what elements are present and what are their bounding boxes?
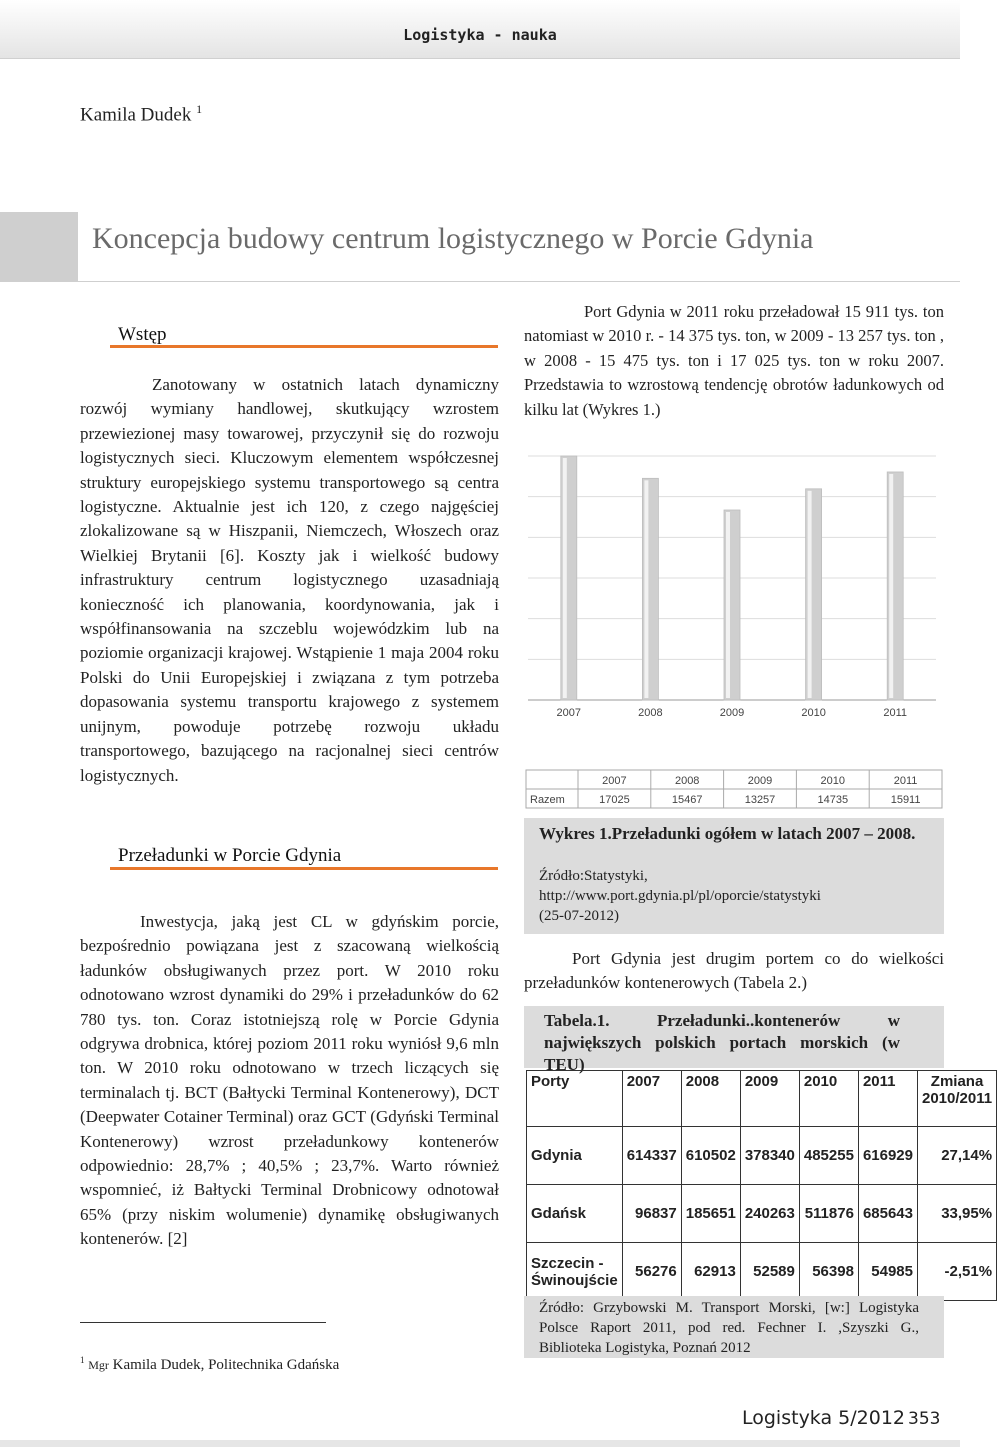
table-cell: 56276 [622, 1243, 681, 1301]
header-bar [0, 0, 960, 59]
running-header: Logistyka - nauka [403, 26, 557, 44]
chart-table-header-cell: 2010 [820, 775, 846, 787]
bar-chart [524, 438, 944, 812]
table-cell: 96837 [622, 1185, 681, 1243]
table-cell: 33,95% [918, 1185, 997, 1243]
section-rule-transshipments [110, 867, 498, 870]
intro-paragraph [80, 373, 499, 788]
chart-x-tick-label: 2010 [801, 707, 826, 719]
chart-bar-highlight [808, 491, 812, 698]
author-footnote-ref: 1 [196, 102, 203, 116]
chart-bar-highlight [889, 474, 893, 698]
right-mid-text: Port Gdynia jest drugim portem co do wielkości przeładunków kontenerowych (Tabela 2.) [524, 949, 944, 993]
page-number: 353 [908, 1409, 941, 1429]
table-caption-box [524, 1006, 944, 1074]
table-cell: 485255 [799, 1127, 858, 1185]
table-cell: -2,51% [918, 1243, 997, 1301]
table-cell: 685643 [858, 1185, 917, 1243]
journal-name: Logistyka 5/2012 [742, 1407, 906, 1429]
table-cell: 610502 [681, 1127, 740, 1185]
table-header-cell: 2007 [622, 1071, 681, 1127]
table-header-cell: 2010 [799, 1071, 858, 1127]
table-header-cell: Porty [527, 1071, 623, 1127]
chart-table-header-cell: 2009 [747, 775, 773, 787]
table-row [527, 1127, 997, 1185]
chart-table-value-cell: 14735 [817, 794, 849, 806]
table-header-cell: 2009 [740, 1071, 799, 1127]
title-accent-box [0, 212, 78, 282]
transshipments-paragraph [80, 910, 499, 1252]
table-cell: 54985 [858, 1243, 917, 1301]
chart-x-tick-label: 2011 [883, 707, 908, 719]
footnote-text: Kamila Dudek, Politechnika Gdańska [112, 1357, 340, 1373]
chart-table-header-cell: 2008 [674, 775, 700, 787]
right-intro-paragraph [524, 300, 944, 422]
section-heading-transshipments: Przeładunki w Porcie Gdynia [118, 845, 342, 866]
footnote-title: Mgr [88, 1358, 109, 1372]
chart-container [524, 438, 944, 812]
table-row [527, 1243, 997, 1301]
chart-caption-box [524, 818, 944, 934]
chart-x-tick-label: 2009 [719, 707, 745, 719]
chart-table-value-cell: 15467 [671, 794, 703, 806]
title-underline [78, 281, 960, 282]
table-cell: 240263 [740, 1185, 799, 1243]
chart-table-value-cell: 15911 [890, 794, 921, 806]
table-cell: 62913 [681, 1243, 740, 1301]
intro-text: Zanotowany w ostatnich latach dynamiczny rozwój wymiany handlowej, skutkujący wzrostem przewiezionej masy towarowej, przyczynił się do rozwoju logistycznych sieci. Kluczowym elementem współczesnej struktury europejskiego systemu transportowego są centra logistyczne. Aktualnie jest ich 120, z czego najgęściej zlokalizowane są w Hiszpanii, Niemczech, Włoszech oraz Wielkiej Brytanii [6]. Koszty jak i wielkość budowy infrastruktury centrum logistycznego uzasadniają konieczność ich planowania, koordynowania, jak i współfinansowania na szczeblu wojewódzkim lub na poziomie organizacji krajowej. Wstąpienie 1 maja 2004 roku Polski do Unii Europejskiej i związana z tym potrzeba dopasowania systemu transportu krajowego z systemem unijnym, powoduje potrzebę rozwoju układu transportowego, bazującego na racjonalnej sieci centrów logistycznych. [80, 375, 499, 785]
chart-table-row-label: Razem [530, 794, 565, 806]
footnote-rule [80, 1322, 326, 1323]
section-heading-intro: Wstęp [118, 324, 167, 345]
table-cell: 185651 [681, 1185, 740, 1243]
chart-bar-highlight [563, 458, 567, 698]
right-intro-text: Port Gdynia w 2011 roku przeładował 15 911 tys. ton natomiast w 2010 r. - 14 375 tys. ton, w 2009 - 13 257 tys. ton , w 2008 - 15 475 tys. ton i 17 025 tys. ton w roku 2007. Przedstawia to wzrostową tendencję obrotów ładunkowych od kilku lat (Wykres 1.) [524, 302, 944, 419]
transshipments-text: Inwestycja, jaką jest CL w gdyńskim porcie, bezpośrednio powiązana jest z szacowaną wielkością ładunków obsługiwanych przez port. W 2010 roku odnotowano wzrost dynamiki do 29% i przeładunków do 62 780 tys. ton. Coraz istotniejszą rolę w Porcie Gdynia odgrywa drobnica, której poziom 2011 roku wyniósł 9,6 mln ton. W 2010 roku odnotowano w trzech liczących się terminalach tj. BCT (Bałtycki Terminal Kontenerowy), DCT (Deepwater Cotainer Terminal) oraz GCT (Gdyński Terminal Kontenerowy) wzrost przeładunkowy kontenerów odpowiednio: 28,7% ; 40,5% ; 23,7%. Warto również wspomnieć, iż Bałtycki Terminal Drobnicowy odnotował 65% (przy niskim wolumenie) dynamikę obsługiwanych kontenerów. [2] [80, 912, 499, 1249]
table-row [527, 1185, 997, 1243]
chart-caption-title: Wykres 1.Przeładunki ogółem w latach 2007 – 2008. [539, 824, 916, 843]
chart-x-tick-label: 2007 [556, 707, 582, 719]
container-table [526, 1070, 997, 1301]
chart-table-header-cell: 2007 [602, 775, 627, 787]
chart-caption-url[interactable]: http://www.port.gdynia.pl/pl/oporcie/statystyki [539, 888, 821, 904]
table-cell: 378340 [740, 1127, 799, 1185]
chart-table-value-cell: 13257 [744, 794, 776, 806]
chart-caption-date: (25-07-2012) [539, 908, 619, 924]
table-cell: 52589 [740, 1243, 799, 1301]
table-header-cell: 2011 [858, 1071, 917, 1127]
table-cell: Gdańsk [527, 1185, 623, 1243]
chart-bar-highlight [644, 480, 648, 698]
table-cell: 614337 [622, 1127, 681, 1185]
section-rule-intro [110, 345, 498, 348]
table-header-row [527, 1071, 997, 1127]
table-cell: 27,14% [918, 1127, 997, 1185]
author-name [80, 102, 202, 126]
table-header-cell: 2008 [681, 1071, 740, 1127]
table-cell: 56398 [799, 1243, 858, 1301]
right-mid-paragraph [524, 947, 944, 996]
table-caption: Tabela.1. Przeładunki..kontenerów w największych polskich portach morskich (w TEU) [544, 1011, 900, 1074]
author-name-text: Kamila Dudek [80, 104, 192, 126]
table-cell: Szczecin - Świnoujście [527, 1243, 623, 1301]
chart-table-value-cell: 17025 [599, 794, 630, 806]
table-cell: Gdynia [527, 1127, 623, 1185]
footnote [80, 1355, 339, 1374]
table-cell: 511876 [799, 1185, 858, 1243]
table-source-box [524, 1296, 944, 1358]
article-title: Koncepcja budowy centrum logistycznego w Porcie Gdynia [92, 222, 814, 255]
chart-x-tick-label: 2008 [638, 707, 663, 719]
chart-caption-source: Źródło:Statystyki, [539, 868, 648, 884]
table-cell: 616929 [858, 1127, 917, 1185]
footnote-number: 1 [80, 1355, 85, 1365]
chart-bar-highlight [726, 512, 730, 698]
bottom-rule [0, 1440, 960, 1447]
table-source: Źródło: Grzybowski M. Transport Morski, [w:] Logistyka Polsce Raport 2011, pod red. Fechner I. ,Szyszki G., Biblioteka Logistyka, Poznań 2012 [539, 1300, 919, 1356]
table-header-cell: Zmiana 2010/2011 [918, 1071, 997, 1127]
chart-table-header-cell: 2011 [893, 775, 918, 787]
